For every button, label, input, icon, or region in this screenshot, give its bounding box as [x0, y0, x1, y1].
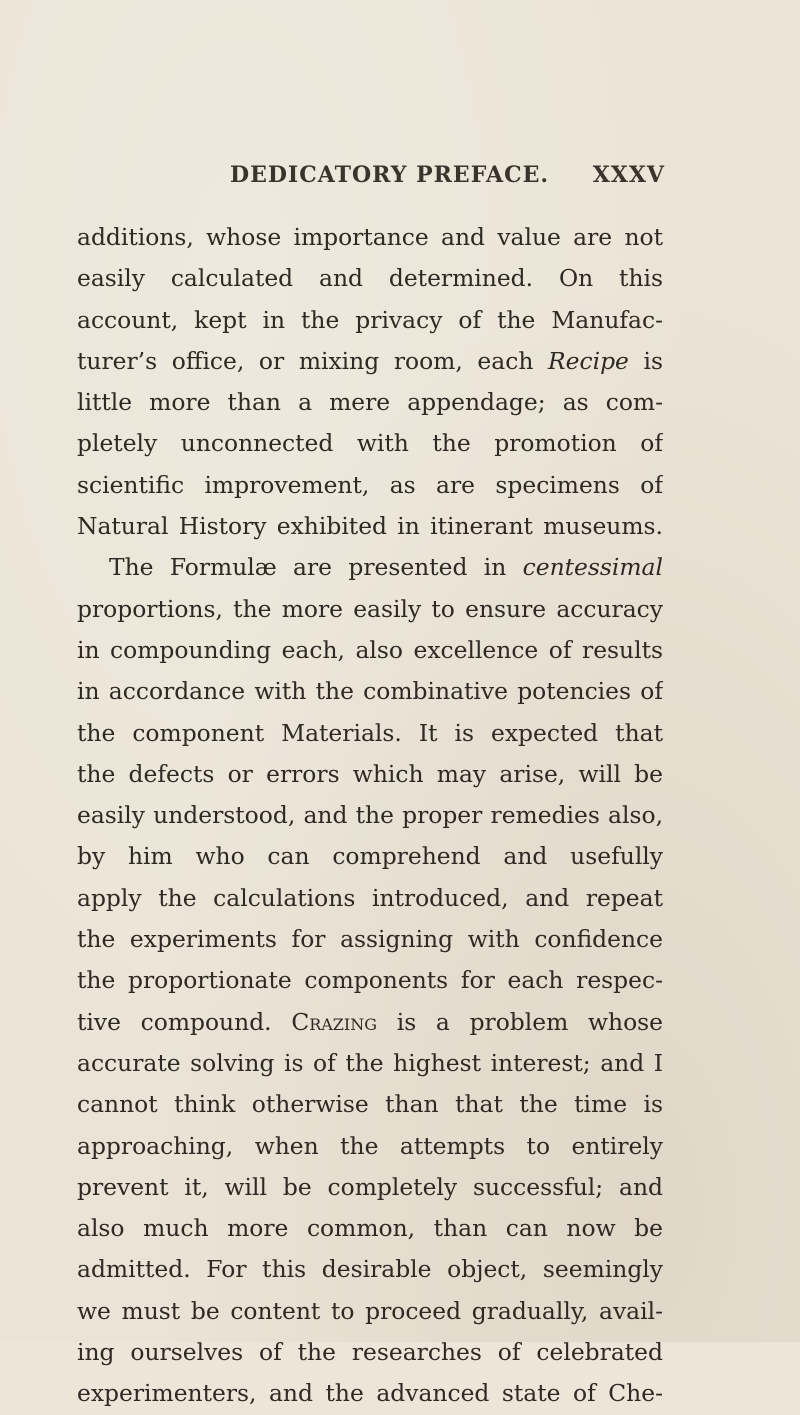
running-head: [230, 162, 665, 192]
italic-word: Recipe: [548, 346, 629, 375]
text-line: accurate solving is of the highest interest; and I: [77, 1048, 663, 1077]
text-line: proportions, the more easily to ensure accuracy: [77, 594, 663, 623]
text-line: pletely unconnected with the promotion of: [77, 429, 663, 458]
text-line: experimenters, and the advanced state of Che-: [77, 1379, 663, 1408]
text-line: the proportionate components for each respec-: [77, 966, 663, 995]
text-line: apply the calculations introduced, and repeat: [77, 883, 663, 912]
text-line: the component Materials. It is expected that: [77, 718, 663, 747]
text-line: the experiments for assigning with confidence: [77, 925, 663, 954]
text-line: account, kept in the privacy of the Manufac-: [77, 305, 663, 334]
italic-word: centessimal: [522, 553, 663, 582]
body-text: [77, 217, 663, 1415]
text-line: cannot think otherwise than that the time is: [77, 1090, 663, 1119]
text-line: turer’s office, or mixing room, each Recipe is: [77, 346, 663, 375]
text-line: prevent it, will be completely successful; and: [77, 1172, 663, 1201]
text-line: ing ourselves of the researches of celebrated: [77, 1338, 663, 1367]
text-line: in accordance with the combinative potencies of: [77, 677, 663, 706]
text-line: easily understood, and the proper remedies also,: [77, 801, 663, 830]
text-line: by him who can comprehend and usefully: [77, 842, 663, 871]
text-line: in compounding each, also excellence of results: [77, 635, 663, 664]
text-line: easily calculated and determined. On this: [77, 264, 663, 293]
text-line: little more than a mere appendage; as com-: [77, 388, 663, 417]
text-line: admitted. For this desirable object, seemingly: [77, 1255, 663, 1284]
text-line: Natural History exhibited in itinerant museums.: [77, 512, 663, 541]
text-line: approaching, when the attempts to entirely: [77, 1131, 663, 1160]
text-line: additions, whose importance and value are not: [77, 223, 663, 251]
text-line: also much more common, than can now be: [77, 1214, 663, 1243]
text-line: tive compound. Crazing is a problem whose: [77, 1007, 663, 1036]
text-line: The Formulæ are presented in centessimal: [109, 553, 663, 582]
text-line: scientific improvement, as are specimens of: [77, 470, 663, 499]
text-line: the defects or errors which may arise, will be: [77, 759, 663, 788]
running-head-title: DEDICATORY PREFACE.: [230, 162, 550, 188]
page-number: XXXV: [592, 162, 665, 188]
small-caps-word: Crazing: [291, 1007, 378, 1036]
text-line: we must be content to proceed gradually, avail-: [77, 1296, 663, 1325]
